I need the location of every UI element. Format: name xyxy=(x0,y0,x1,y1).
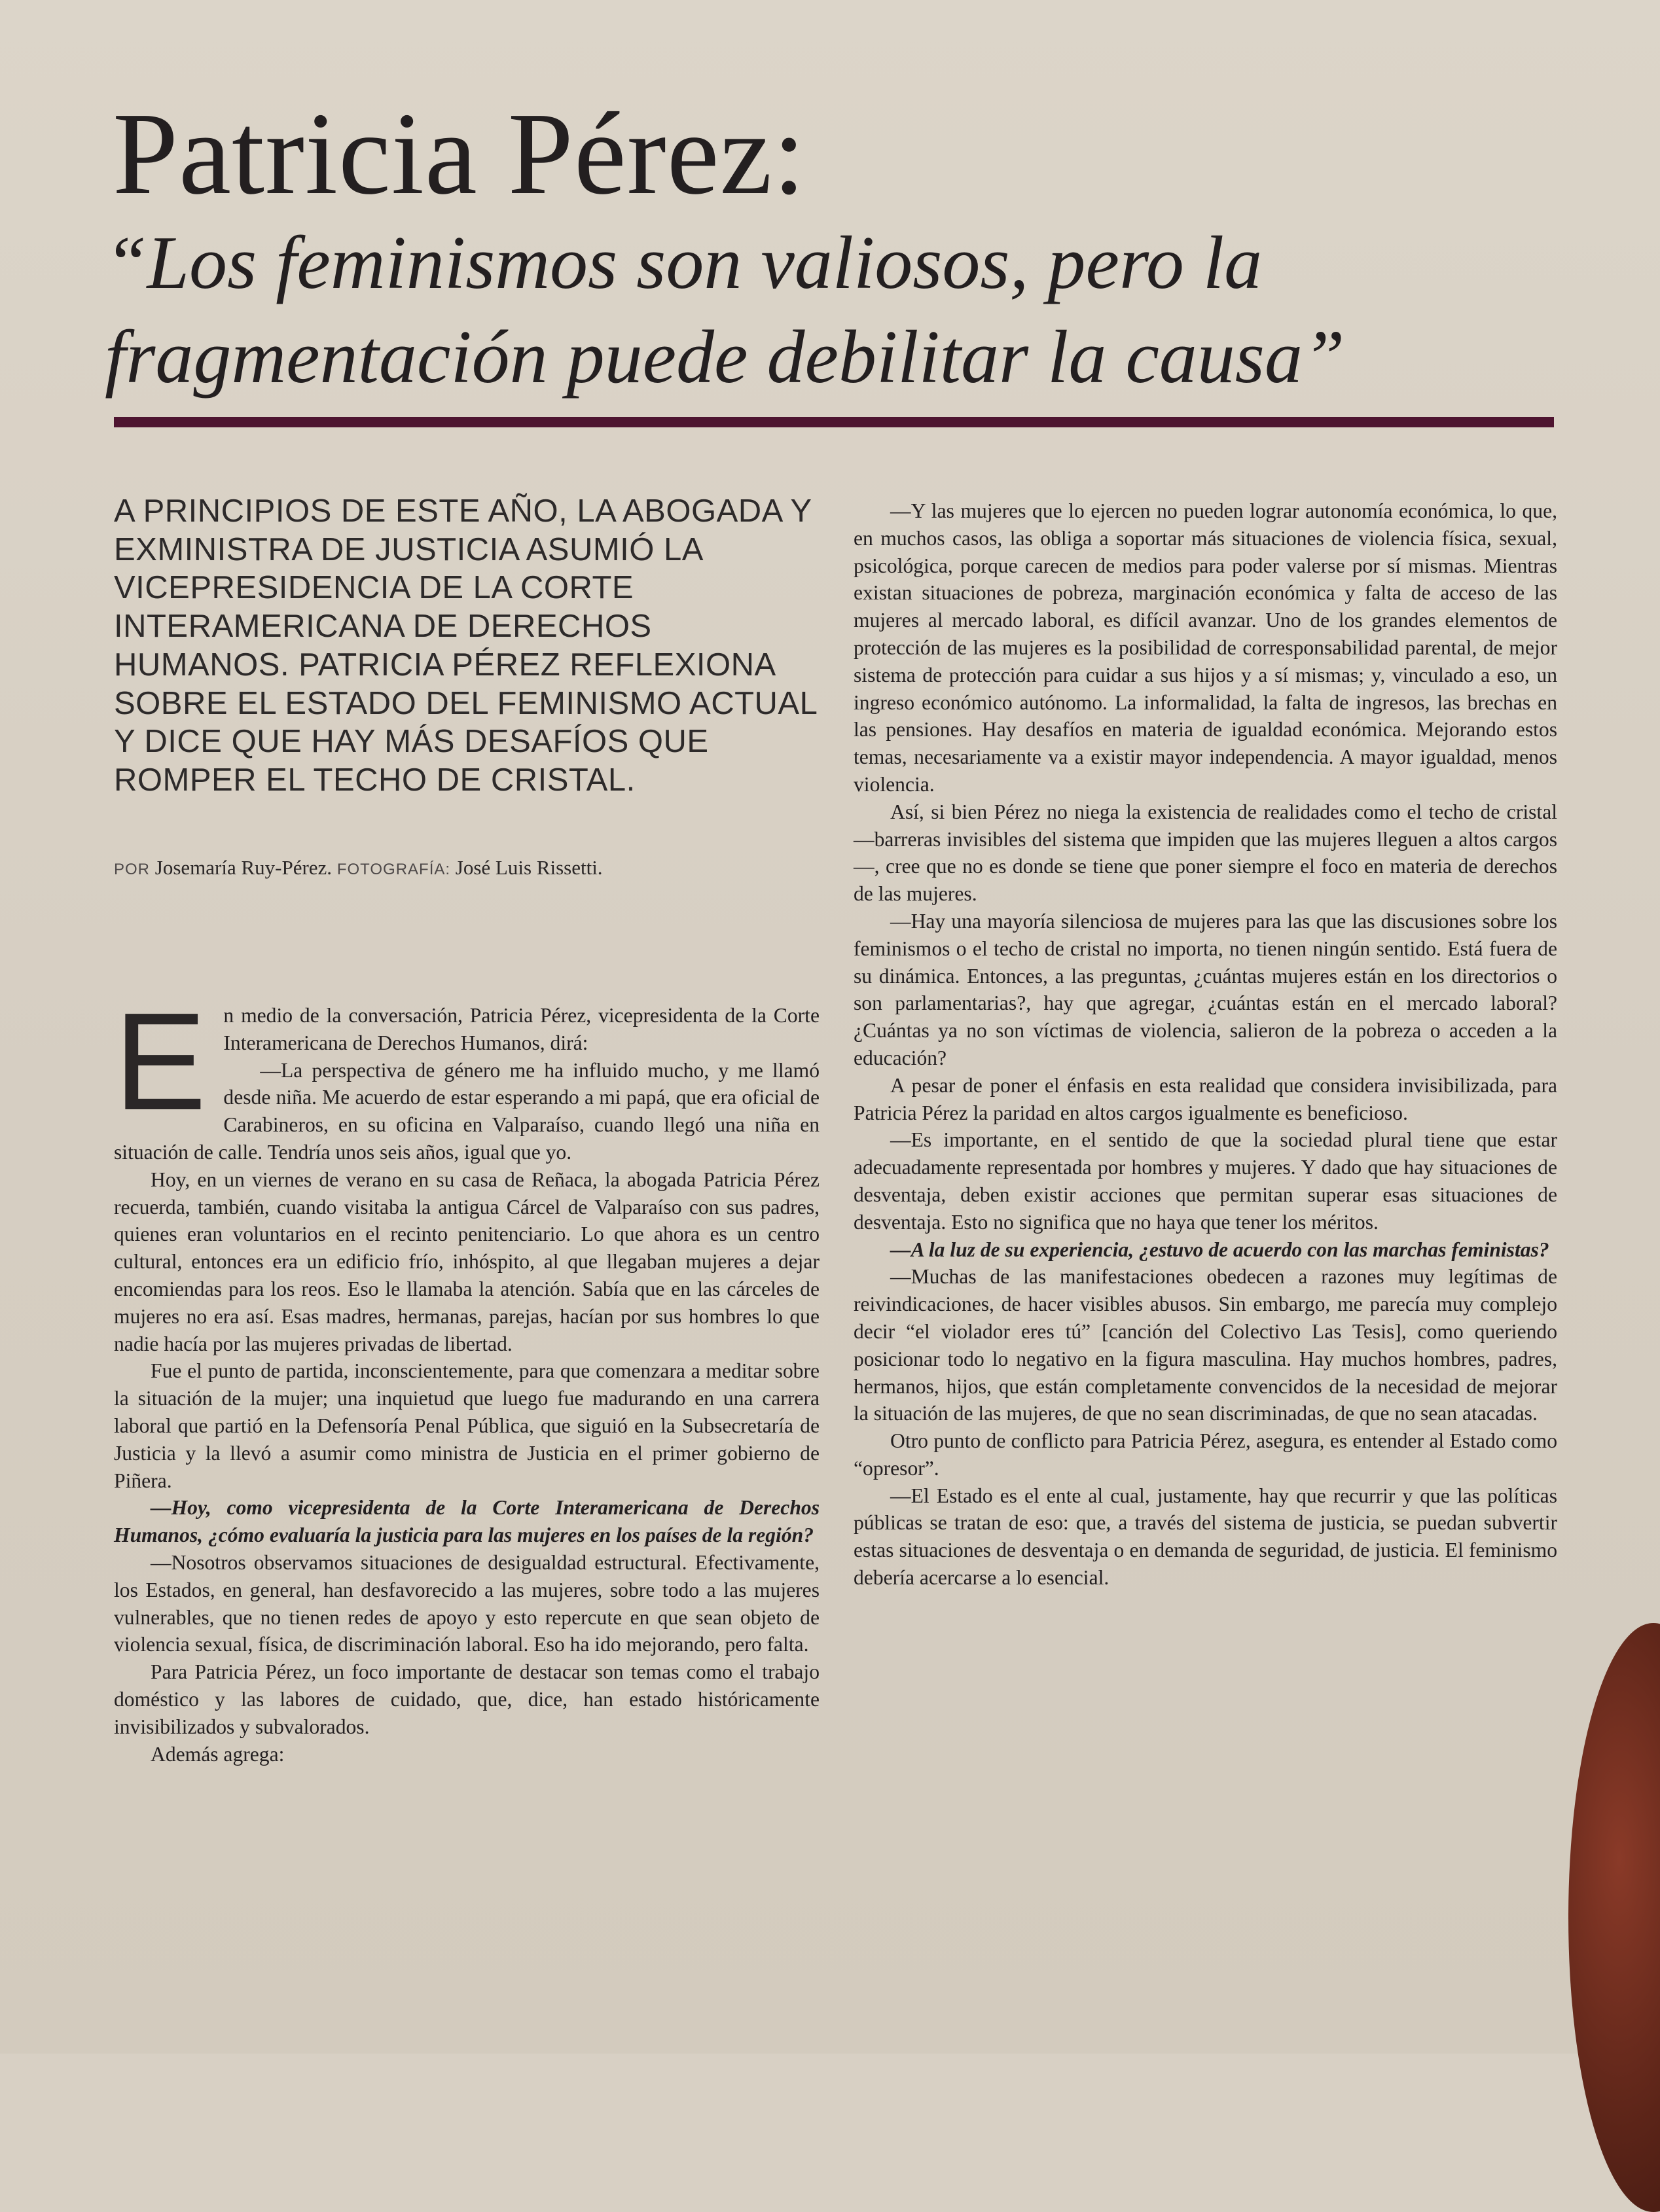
interview-question: —A la luz de su experiencia, ¿estuvo de acuerdo con las marchas feministas? xyxy=(890,1238,1549,1261)
byline xyxy=(114,856,603,880)
article-paragraph: Para Patricia Pérez, un foco importante de destacar son temas como el trabajo doméstico y las labores de cuidado, que, dice, han estado históricamente invisibilizados y subvalorados. xyxy=(114,1660,820,1738)
byline-author-label: POR xyxy=(114,861,151,878)
article-paragraph: n medio de la conversación, Patricia Pérez, vicepresidenta de la Corte Interamericana de Derechos Humanos, dirá: xyxy=(223,1004,820,1054)
article-paragraph: —Hay una mayoría silenciosa de mujeres para las que las discusiones sobre los feminismos o el techo de cristal no importa, no tienen ningún sentido. Está fuera de su dinámica. Entonces, a las preguntas, ¿cuántas mujeres están en los directorios o son parlamentarias?, hay que agregar, ¿cuántas están en el mercado laboral? ¿Cuántas ya no son víctimas de violencia, salieron de la pobreza o acceden a la educación? xyxy=(854,909,1557,1069)
article-paragraph: Hoy, en un viernes de verano en su casa de Reñaca, la abogada Patricia Pérez recuerda, también, cuando visitaba la antigua Cárcel de Valparaíso con sus padres, quienes eran voluntarios en el recinto penitenciario. Lo que ahora es un centro cultural, entonces era un edificio frío, inhóspito, al que llegaban mujeres a dejar encomiendas para los reos. Eso le llamaba la atención. Sabía que en las cárceles de mujeres no era así. Esas madres, hermanas, parejas, hacían por sus hombres lo que nadie hacía por las mujeres privadas de libertad. xyxy=(114,1168,820,1355)
article-paragraph: —La perspectiva de género me ha influido mucho, y me llamó desde niña. Me acuerdo de estar esperando a mi papá, que era oficial de Carabineros, en su oficina en Valparaíso, cuando llegó una niña en situación de calle. Tendría unos seis años, igual que yo. xyxy=(114,1058,820,1164)
article-paragraph: —Nosotros observamos situaciones de desigualdad estructural. Efectivamente, los Estados, en general, han desfavorecido a las mujeres, sobre todo a las mujeres vulnerables, que no tienen redes de apoyo y esto repercute en que sean objeto de violencia sexual, física, de discriminación laboral. Eso ha ido mejorando, pero falta. xyxy=(114,1550,820,1656)
article-paragraph: Además agrega: xyxy=(151,1742,285,1766)
article-subtitle: “Los feminismos son valiosos, pero la fragmentación puede debilitar la causa” xyxy=(105,221,1345,399)
article-paragraph: —El Estado es el ente al cual, justamente, hay que recurrir y que las políticas públicas se tratan de eso: que, a través del sistema de justicia, se puedan subvertir estas situaciones de desventaja o en demanda de seguridad, de justicia. El feminismo debería acercarse a lo esencial. xyxy=(854,1484,1557,1590)
article-paragraph: —Muchas de las manifestaciones obedecen a razones muy legítimas de reivindicaciones, de hacer visibles abusos. Sin embargo, me parecía muy complejo decir “el violador eres tú” [canción del Colectivo Las Tesis], como queriendo posicionar todo lo negativo en la figura masculina. Hay muchos hombres, padres, hermanos, hijos, que están completamente convencidos de la necesidad de mejorar la situación de las mujeres, de que no sean discriminadas, de que no sean atacadas. xyxy=(854,1265,1557,1425)
interview-question: —Hoy, como vicepresidenta de la Corte Interamericana de Derechos Humanos, ¿cómo evaluaría la justicia para las mujeres en los países de la región? xyxy=(114,1496,820,1547)
article-paragraph: Así, si bien Pérez no niega la existencia de realidades como el techo de cristal —barreras invisibles del sistema que impiden que las mujeres lleguen a altos cargos—, cree que no es donde se tiene que poner siempre el foco en materia de derechos de las mujeres. xyxy=(854,800,1557,906)
title-divider xyxy=(114,417,1554,427)
article-paragraph: —Y las mujeres que lo ejercen no pueden lograr autonomía económica, lo que, en muchos casos, las obliga a soportar más situaciones de violencia física, sexual, psicológica, porque carecen de medios para poder valerse por sí mismas. Mientras existan situaciones de pobreza, marginación económica y falta de acceso de las mujeres al mercado laboral, es difícil avanzar. Uno de los grandes elementos de protección de las mujeres es la posibilidad de corresponsabilidad parental, de mejor sistema de protección para cuidar a sus hijos y a sí mismas; y, vinculado a eso, un ingreso económico autónomo. La informalidad, la falta de ingresos, las brechas en las pensiones. Hay desafíos en materia de igualdad económica. Mejorando estos temas, necesariamente va a existir mayor independencia. A mayor igualdad, menos violencia. xyxy=(854,499,1557,796)
byline-photographer: José Luis Rissetti. xyxy=(455,856,603,879)
article-paragraph: A pesar de poner el énfasis en esta realidad que considera invisibilizada, para Patricia Pérez la paridad en altos cargos igualmente es beneficioso. xyxy=(854,1073,1557,1124)
article-paragraph: Otro punto de conflicto para Patricia Pérez, asegura, es entender al Estado como “opresor”. xyxy=(854,1429,1557,1480)
article-column-left xyxy=(114,984,820,1768)
article-title: Patricia Pérez: xyxy=(113,88,806,219)
byline-photo-label: FOTOGRAFÍA: xyxy=(336,861,451,878)
article-column-right xyxy=(854,497,1557,1592)
article-paragraph: Fue el punto de partida, inconscientemente, para que comenzara a meditar sobre la situación de la mujer; una inquietud que luego fue madurando en una carrera laboral que partió en la Defensoría Penal Pública, que siguió en la Subsecretaría de Justicia y la llevó a asumir como ministra de Justicia en el primer gobierno de Piñera. xyxy=(114,1359,820,1492)
byline-author: Josemaría Ruy-Pérez. xyxy=(154,856,333,879)
article-paragraph: —Es importante, en el sentido de que la sociedad plural tiene que estar adecuadamente representada por hombres y mujeres. Y dado que hay situaciones de desventaja, deben existir acciones que permitan superar esas situaciones de desventaja. Esto no significa que no haya que tener los méritos. xyxy=(854,1128,1557,1234)
article-lead: A PRINCIPIOS DE ESTE AÑO, LA ABOGADA Y EXMINISTRA DE JUSTICIA ASUMIÓ LA VICEPRESIDENCIA DE LA CORTE INTERAMERICANA DE DERECHOS HUMANOS. PATRICIA PÉREZ REFLEXIONA SOBRE EL ESTADO DEL FEMINISMO ACTUAL Y DICE QUE HAY MÁS DESAFÍOS QUE ROMPER EL TECHO DE CRISTAL. xyxy=(114,493,817,798)
drop-cap: E xyxy=(114,984,207,1139)
